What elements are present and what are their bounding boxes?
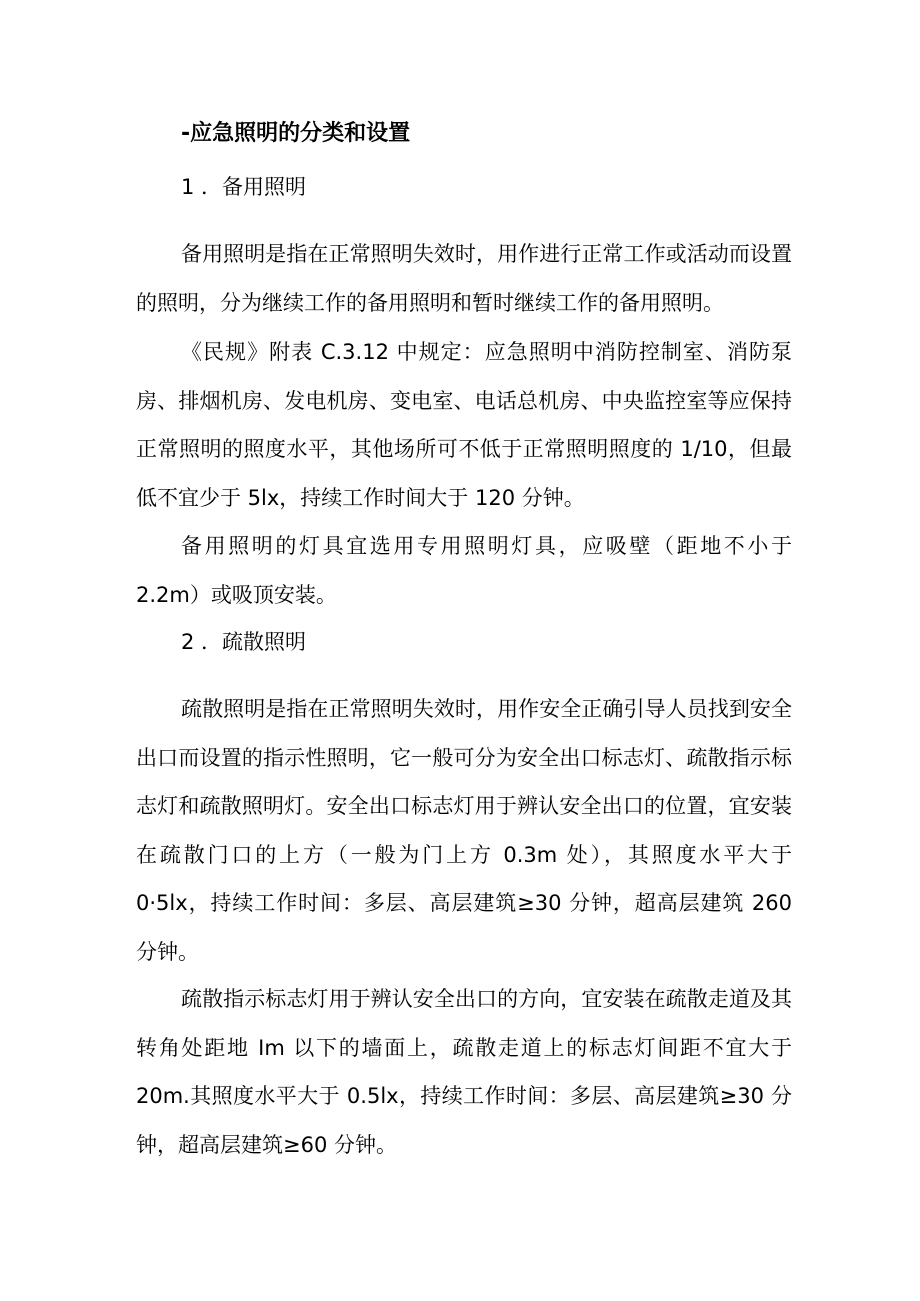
paragraph: 疏散指示标志灯用于辨认安全出口的方向，宜安装在疏散走道及其转角处距地 Im 以下的墙面上，疏散走道上的标志灯间距不宜大于 20m.其照度水平大于 0.5lx，持续工作时间：多层、高层建筑≥30 分钟，超高层建筑≥60 分钟。 (136, 987, 792, 1157)
paragraph: 疏散照明是指在正常照明失效时，用作安全正确引导人员找到安全出口而设置的指示性照明，它一般可分为安全出口标志灯、疏散指示标志灯和疏散照明灯。安全出口标志灯用于辨认安全出口的位置，宜安装在疏散门口的上方（一般为门上方 0.3m 处），其照度水平大于 0·5lx，持续工作时间：多层、高层建筑≥30 分钟，超高层建筑 260 分钟。 (136, 697, 792, 964)
section-title-evacuation-lighting: 2 ．疏散照明 (181, 630, 307, 654)
paragraph: 《民规》附表 C.3.12 中规定：应急照明中消防控制室、消防泵房、排烟机房、发电机房、变电室、电话总机房、中央监控室等应保持正常照明的照度水平，其他场所可不低于正常照明照度的 1/10，但最低不宜少于 5lx，持续工作时间大于 120 分钟。 (136, 340, 792, 510)
section-title-backup-lighting: 1 ．备用照明 (181, 175, 307, 199)
paragraph: 备用照明的灯具宜选用专用照明灯具，应吸壁（距地不小于 2.2m）或吸顶安装。 (136, 534, 792, 607)
paragraph: 备用照明是指在正常照明失效时，用作进行正常工作或活动而设置的照明，分为继续工作的备用照明和暂时继续工作的备用照明。 (136, 242, 792, 315)
document-heading: -应急照明的分类和设置 (181, 121, 411, 146)
